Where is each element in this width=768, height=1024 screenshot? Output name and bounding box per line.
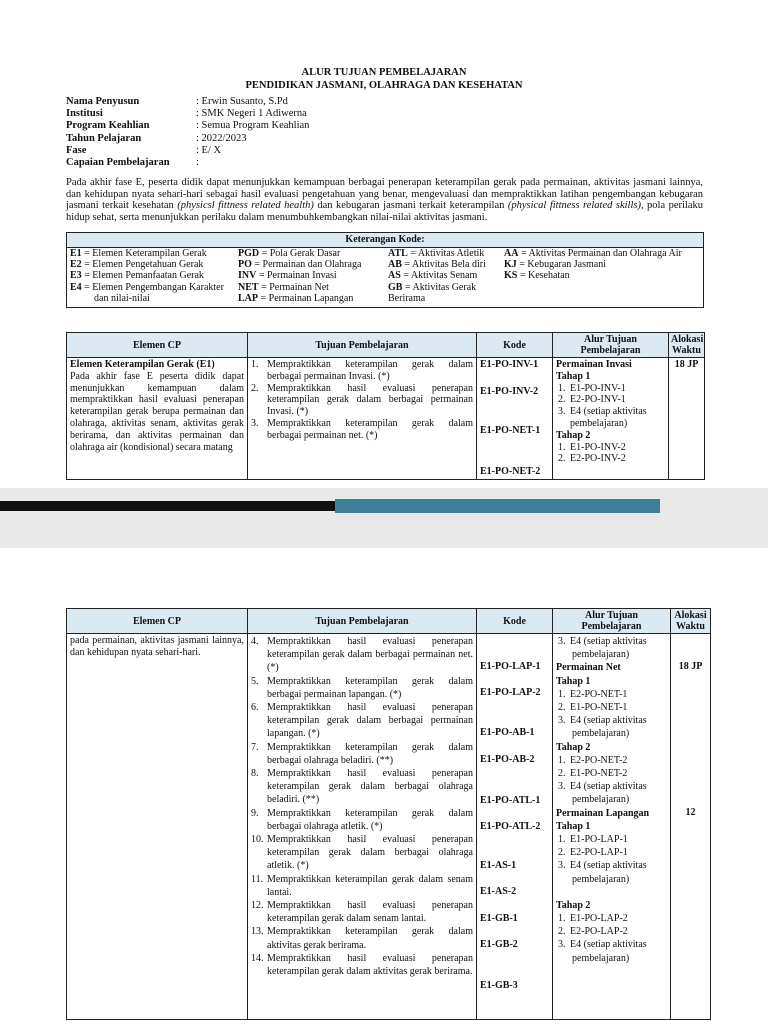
tujuan-item [251,635,473,675]
kode-value: E1-AS-1 [480,860,517,871]
alur-item [556,383,665,395]
tujuan-number: 9. [251,807,259,819]
alur-item [556,833,667,846]
alur-cell [553,634,671,1020]
keterangan-entry [70,259,238,270]
tujuan-item [251,807,473,833]
alur-item-continuation: pembelajaran) [572,794,630,806]
keterangan-desc: = Permainan Lapangan [258,292,354,304]
info-label: Institusi [66,108,103,120]
document-page-1 [0,0,768,488]
keterangan-col-2 [238,248,388,304]
keterangan-desc: = Permainan Invasi [256,270,337,282]
tujuan-number: 12. [251,900,264,912]
info-value: : SMK Negeri 1 Adiwerna [196,108,307,120]
alur-item-number: 3. [558,860,566,872]
keterangan-desc: = Pola Gerak Dasar [259,248,341,259]
tujuan-number: 1. [251,359,259,370]
atp-table-1 [66,332,705,480]
alur-tahap-2-list [556,442,665,466]
tujuan-text: Mempraktikkan hasil evaluasi penerapan keterampilan gerak dalam berbagai olahraga beladiri. (**) [267,768,473,806]
alur-item-text: E2-PO-INV-1 [570,394,626,406]
capaian-italic-1: (physicsl fittness related health) [177,200,314,212]
alur-item-text: E1-PO-INV-1 [570,382,626,394]
alur-item [556,635,667,648]
alur-item-number: 3. [558,781,566,793]
alur-item-number: 3. [558,636,566,647]
keterangan-code: E4 [70,281,82,293]
keterangan-code: NET [238,281,259,293]
keterangan-col-4 [504,248,703,304]
kode-cell [477,634,553,1020]
keterangan-entry [388,270,504,281]
kode-value: E1-GB-3 [480,980,518,991]
keterangan-desc: = Elemen Keterampilan Gerak [81,248,207,259]
alur-item-text: E4 (setiap aktivitas [570,939,647,951]
keterangan-code: E2 [70,259,82,271]
alur-item-number: 2. [558,702,566,714]
info-row [66,96,706,108]
alur-item-text: E1-PO-NET-1 [570,702,628,714]
tujuan-item [251,899,473,925]
separator-dark [0,501,335,511]
keterangan-entry [504,259,703,270]
alokasi-value-2: 12 [685,807,696,818]
header-alokasi: Alokasi Waktu [669,333,705,358]
tujuan-list [251,359,473,442]
capaian-text-2: dan kebugaran jasmani terkait keterampilan [317,200,505,212]
capaian-text-3: pola perilaku hidup sehat, serta menunjukkan perilaku dalam menumbuhkembangkan nilai-nilai aktivitas jasmani. [66,200,703,223]
alur-item-text: E2-PO-LAP-2 [570,926,628,938]
separator-blue [335,499,660,513]
info-row [66,157,706,169]
doc-subtitle: PENDIDIKAN JASMANI, OLAHRAGA DAN KESEHATAN [245,80,523,91]
kode-value: E1-GB-1 [480,913,518,924]
alur-item-number: 3. [558,939,566,951]
tujuan-item [251,873,473,899]
kode-cell [477,358,553,480]
info-label: Nama Penyusun [66,96,140,107]
info-row [66,133,706,145]
keterangan-code: AS [388,270,401,282]
tujuan-text: Mempraktikkan hasil evaluasi penerapan keterampilan gerak dalam senam lantai. [267,900,473,925]
keterangan-col-1 [70,248,238,304]
keterangan-entry [70,282,238,293]
keterangan-title: Keterangan Kode: [67,233,703,248]
alur-tahap-2: Tahap 2 [556,429,591,441]
alur-item [556,394,665,406]
alur-item-text: E4 (setiap aktivitas [570,715,647,727]
alur-subtitle: Tahap 2 [556,741,591,753]
alokasi-cell [671,634,711,1020]
alur-item [556,925,667,938]
tujuan-text: Mempraktikkan hasil evaluasi penerapan keterampilan gerak dalam aktivitas gerak berirama. [267,952,473,978]
keterangan-entry [238,270,388,281]
info-label: Fase [66,144,87,156]
tujuan-item [251,383,473,418]
tujuan-text: Mempraktikkan keterampilan gerak dalam berbagai permainan Invasi. (*) [267,359,473,382]
tujuan-item [251,418,473,442]
kode-value: E1-PO-INV-1 [480,359,539,370]
tujuan-text: Mempraktikkan hasil evaluasi penerapan keterampilan gerak dalam berbagai permainan net. (*) [267,636,473,674]
alur-title: Permainan Invasi [556,359,632,370]
info-label: Tahun Pelajaran [66,132,142,144]
kode-value: E1-PO-NET-1 [480,425,541,436]
elemen-title: Elemen Keterampilan Gerak (E1) [70,359,215,370]
alur-item-number: 2. [558,926,566,938]
alur-item [556,688,667,701]
alur-item [556,938,667,951]
info-label: Program Keahlian [66,120,150,132]
tujuan-text: Mempraktikkan keterampilan gerak dalam berbagai olahraga atletik. (*) [267,807,473,832]
header-alur: Alur Tujuan Pembelajaran [553,609,671,634]
alur-item [556,754,667,767]
alur-subtitle: Tahap 1 [556,675,591,687]
keterangan-desc: = Elemen Pengetahuan Gerak [81,259,204,271]
header-alur: Alur Tujuan Pembelajaran [553,333,669,358]
tujuan-item [251,833,473,873]
kode-value: E1-PO-LAP-2 [480,687,541,698]
tujuan-number: 10. [251,834,264,846]
alur-subtitle: Tahap 1 [556,820,591,832]
tujuan-number: 5. [251,675,259,687]
alur-item-number: 1. [558,834,566,846]
alur-item [556,442,665,454]
keterangan-entry [504,248,703,259]
keterangan-kode-box [66,232,704,308]
tujuan-item [251,925,473,951]
keterangan-code: LAP [238,292,258,304]
keterangan-entry [238,282,388,293]
tujuan-number: 11. [251,873,264,885]
document-page-2 [0,548,768,1024]
keterangan-code: GB [388,281,403,293]
alur-item-text: E4 (setiap aktivitas [570,860,647,872]
capaian-italic-2: (physical fittness related skills), [507,200,644,212]
keterangan-entry [388,248,504,259]
alur-item-number: 1. [558,441,566,453]
keterangan-code: PO [238,259,252,271]
info-value: : [196,157,199,169]
keterangan-desc: = Aktivitas Permainan dan Olahraga Air [518,248,682,259]
keterangan-desc: = Aktivitas Bela diri [401,259,486,271]
alur-item-text: E2-PO-NET-2 [570,754,628,766]
keterangan-code: AA [504,248,519,259]
alur-item [556,701,667,714]
tujuan-text: Mempraktikkan hasil evaluasi penerapan keterampilan gerak dalam berbagai olahraga atletik. (*) [267,834,473,872]
alur-tahap-1: Tahap 1 [556,370,591,382]
alur-item-number: 2. [558,847,566,859]
info-row [66,120,706,132]
alur-item [556,453,665,465]
keterangan-entry [70,248,238,259]
doc-title: ALUR TUJUAN PEMBELAJARAN [301,67,467,78]
elemen-cell: pada permainan, aktivitas jasmani lainnya, dan kehidupan nyata sehari-hari. [67,634,248,1020]
keterangan-desc: = Permainan dan Olahraga [251,259,362,271]
keterangan-code: PGD [238,248,260,259]
capaian-paragraph [66,177,703,223]
alur-subtitle: Tahap 2 [556,899,591,911]
kode-value: E1-PO-LAP-1 [480,661,541,672]
keterangan-entry [504,270,703,281]
keterangan-desc: = Elemen Pemanfaatan Gerak [81,270,204,282]
keterangan-code: AB [388,259,402,271]
alur-item [556,912,667,925]
keterangan-desc: = Permainan Net [258,281,329,293]
keterangan-desc: = Aktivitas Atletik [407,248,485,259]
keterangan-entry [388,259,504,270]
tujuan-text: Mempraktikkan hasil evaluasi penerapan keterampilan gerak dalam berbagai permainan Invasi. (*) [267,382,473,418]
keterangan-code: KS [504,270,518,282]
alur-item-text: E1-PO-INV-2 [570,441,626,453]
header-tujuan: Tujuan Pembelajaran [248,609,477,634]
tujuan-number: 8. [251,768,259,780]
tujuan-cell [248,634,477,1020]
alur-item-number: 3. [558,406,566,418]
kode-value: E1-PO-ATL-2 [480,821,541,832]
tujuan-item [251,701,473,741]
alur-item [556,406,665,430]
identity-block [66,96,706,169]
alur-subtitle: Permainan Lapangan [556,807,650,819]
alur-blank-line [556,886,667,899]
keterangan-code: ATL [388,248,408,259]
keterangan-desc: = Aktivitas Senam [400,270,478,282]
tujuan-number: 14. [251,952,264,964]
keterangan-col-3 [388,248,504,304]
alur-item-text: E4 (setiap aktivitas [570,781,647,793]
alur-item-text: E2-PO-INV-2 [570,453,626,465]
tujuan-text: Mempraktikkan keterampilan gerak dalam berbagai permainan net. (*) [267,417,473,441]
keterangan-desc: = Aktivitas Gerak [402,281,477,293]
alur-item-text: E1-PO-NET-2 [570,768,628,780]
tujuan-number: 13. [251,926,264,938]
alur-cell [553,358,669,480]
alur-item-continuation: pembelajaran) [572,952,630,964]
tujuan-item [251,359,473,383]
info-row [66,145,706,157]
header-elemen: Elemen CP [67,333,248,358]
page-separator [0,499,768,513]
alur-item [556,780,667,793]
alur-item-number: 3. [558,715,566,727]
alur-item-number: 1. [558,382,566,394]
elemen-cell [67,358,248,480]
keterangan-code: E1 [70,248,82,259]
keterangan-entry [238,248,388,259]
tujuan-cell [248,358,477,480]
alur-item [556,767,667,780]
tujuan-item [251,741,473,767]
alur-item-number: 2. [558,394,566,406]
tujuan-text: Mempraktikkan keterampilan gerak dalam senam lantai. [267,873,473,898]
tujuan-text: Mempraktikkan keterampilan gerak dalam berbagai permainan lapangan. (*) [267,675,473,700]
keterangan-continuation: Berirama [388,292,426,304]
capaian-text-1: Pada akhir fase E, peserta didik dapat menunjukkan kemampuan berbagai penerapan keterampilan gerak pada permainan, aktivitas jasmani lainnya, dan kehidupan nyata sehari-hari sebagai hasil evaluasi pengetahuan yang benar, mengevaluasi dan mempraktikkan latihan pengembangan kebugaran jasmani terkait kesehatan [66,177,703,212]
alur-item-number: 1. [558,913,566,925]
alur-item-number: 2. [558,768,566,780]
alur-item [556,846,667,859]
tujuan-text: Mempraktikkan keterampilan gerak dalam berbagai olahraga beladiri. (**) [267,741,473,766]
keterangan-code: KJ [504,259,517,271]
alur-item-text: E2-PO-NET-1 [570,688,628,700]
alur-item-continuation: pembelajaran) [572,873,630,885]
alur-item-text: E2-PO-LAP-1 [570,847,628,859]
kode-value: E1-AS-2 [480,886,517,897]
tujuan-number: 2. [251,382,259,394]
kode-value: E1-GB-2 [480,939,518,950]
alur-tahap-1-list [556,383,665,430]
keterangan-entry [388,282,504,293]
alur-item-continuation: pembelajaran) [572,728,630,740]
alur-item-continuation: pembelajaran) [572,649,630,661]
keterangan-entry [238,293,388,304]
info-value: : E/ X [196,144,222,156]
kode-value: E1-PO-ATL-1 [480,795,541,806]
alur-subtitle: Permainan Net [556,662,621,674]
header-alokasi: Alokasi Waktu [671,609,711,634]
header-kode: Kode [477,333,553,358]
kode-value: E1-PO-AB-2 [480,754,535,765]
tujuan-number: 6. [251,702,259,714]
tujuan-item [251,767,473,807]
info-label: Capaian Pembelajaran [66,157,170,169]
alur-item-number: 1. [558,688,566,700]
tujuan-number: 7. [251,741,259,753]
kode-value: E1-PO-AB-1 [480,727,535,738]
tujuan-text: Mempraktikkan hasil evaluasi penerapan keterampilan gerak dalam berbagai permainan lapangan. (*) [267,702,473,740]
alur-item [556,859,667,872]
alur-item [556,714,667,727]
keterangan-entry [238,259,388,270]
header-tujuan: Tujuan Pembelajaran [248,333,477,358]
tujuan-item [251,952,473,978]
tujuan-number: 4. [251,636,259,647]
alokasi-value-1: 18 JP [678,661,703,672]
info-value: : 2022/2023 [196,132,247,144]
tujuan-item [251,675,473,701]
atp-table-2 [66,608,711,1020]
info-value: : Semua Program Keahlian [196,120,310,132]
keterangan-desc: = Kesehatan [517,270,570,282]
tujuan-list [251,635,473,978]
alur-item-number: 1. [558,754,566,766]
alur-item-text: E4 (setiap aktivitas [570,636,647,647]
keterangan-entry [70,270,238,281]
tujuan-number: 3. [251,417,259,429]
alur-item-text: E1-PO-LAP-1 [570,834,628,846]
header-elemen: Elemen CP [67,609,248,634]
info-row [66,108,706,120]
alur-item-number: 2. [558,453,566,465]
kode-value: E1-PO-NET-2 [480,466,541,477]
alur-item-text: E1-PO-LAP-2 [570,913,628,925]
alokasi-cell: 18 JP [669,358,705,480]
info-value: : Erwin Susanto, S.Pd [196,96,288,107]
keterangan-desc: = Kebugaran Jasmani [516,259,607,271]
keterangan-desc: = Elemen Pengembangan Karakter [81,281,224,293]
header-kode: Kode [477,609,553,634]
keterangan-code: INV [238,270,257,282]
alur-item-text: E4 (setiap aktivitas pembelajaran) [570,406,647,429]
kode-value: E1-PO-INV-2 [480,386,539,397]
tujuan-text: Mempraktikkan keterampilan gerak dalam aktivitas gerak berirama. [267,926,473,951]
elemen-text: Pada akhir fase E peserta didik dapat menunjukkan kemampuan dalam mempraktikkan hasil evaluasi penerapan keterampilan gerak berupa permainan dan olahraga, aktivitas senam, aktivitas gerak berirama, dan aktivitas permainan dan olahraga air (kondisional) secara matang [70,370,244,453]
keterangan-code: E3 [70,270,82,282]
keterangan-continuation: dan nilai-nilai [94,292,150,304]
